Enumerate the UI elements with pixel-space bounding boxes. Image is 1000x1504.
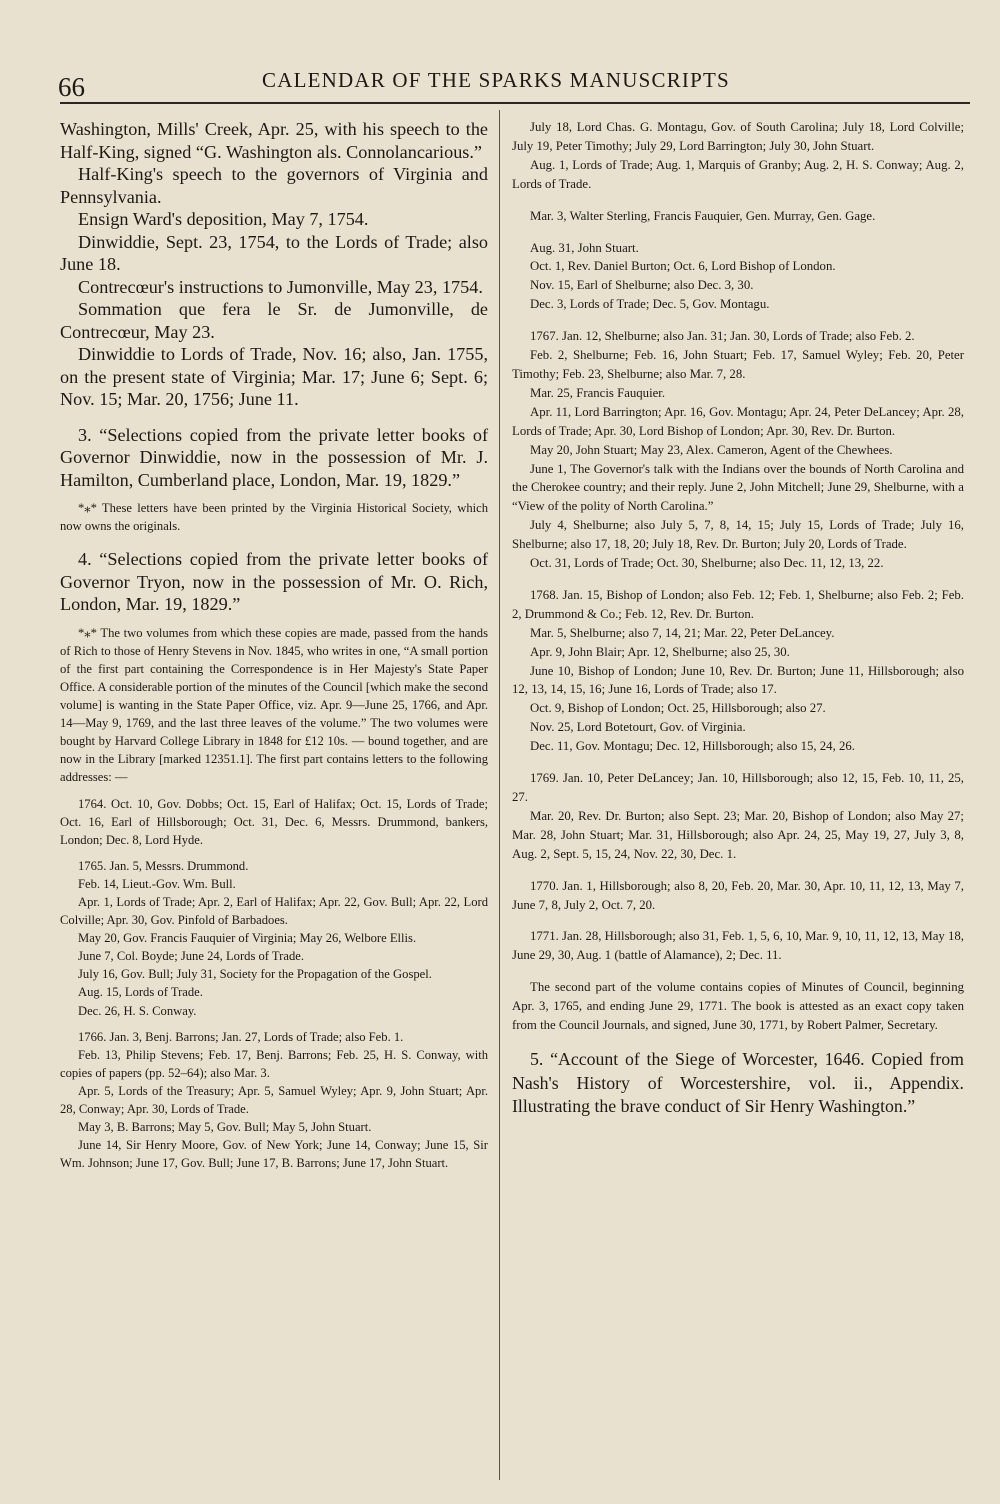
page-header [0, 62, 1000, 106]
paragraph: *⁎* These letters have been printed by the Virginia Historical Society, which now owns the originals. [60, 501, 488, 534]
paragraph: Apr. 1, Lords of Trade; Apr. 2, Earl of Halifax; Apr. 22, Gov. Bull; Apr. 22, Lord Colville; Apr. 30, Gov. Pinfold of Barbadoes. [60, 895, 488, 928]
paragraph: Contrecœur's instructions to Jumonville, May 23, 1754. [78, 276, 483, 297]
paragraph: 1767. Jan. 12, Shelburne; also Jan. 31; Jan. 30, Lords of Trade; also Feb. 2. [530, 329, 915, 344]
paragraph: 1764. Oct. 10, Gov. Dobbs; Oct. 15, Earl of Halifax; Oct. 15, Lords of Trade; Oct. 16, Earl of Hillsborough; Oct. 31, Dec. 6, Messrs. Drummond, bankers, London; Dec. 8, Lord Hyde. [60, 796, 488, 847]
paragraph: 1769. Jan. 10, Peter DeLancey; Jan. 10, Hillsborough; also 12, 15, Feb. 10, 11, 25, 27. [512, 771, 964, 804]
paragraph: Feb. 2, Shelburne; Feb. 16, John Stuart; Feb. 17, Samuel Wyley; Feb. 20, Peter Timothy; Feb. 23, Shelburne; also Mar. 7, 28. [512, 348, 964, 381]
left-column [60, 118, 488, 1172]
paragraph: The second part of the volume contains copies of Minutes of Council, beginning Apr. 3, 1765, and ending June 29, 1771. The book is attested as an exact copy taken from the Council Journals, and signed, June 30, 1771, by Robert Palmer, Secretary. [512, 980, 964, 1033]
paragraph: 1771. Jan. 28, Hillsborough; also 31, Feb. 1, 5, 6, 10, Mar. 9, 10, 11, 12, 13, May 18, June 29, 30, Aug. 1 (battle of Alamance), 2; Dec. 11. [512, 929, 964, 963]
paragraph: July 18, Lord Chas. G. Montagu, Gov. of South Carolina; July 18, Lord Colville; July 19, Peter Timothy; July 29, Lord Barrington; July 30, John Stuart. [512, 120, 964, 153]
paragraph: 1768. Jan. 15, Bishop of London; also Feb. 12; Feb. 1, Shelburne; also Feb. 2; Feb. 2, Drummond & Co.; Feb. 12, Rev. Dr. Burton. [512, 587, 964, 621]
paragraph: Feb. 14, Lieut.-Gov. Wm. Bull. [78, 876, 236, 891]
paragraph: Feb. 13, Philip Stevens; Feb. 17, Benj. Barrons; Feb. 25, H. S. Conway, with copies of papers (pp. 52–64); also Mar. 3. [60, 1047, 488, 1080]
paragraph: Mar. 5, Shelburne; also 7, 14, 21; Mar. 22, Peter DeLancey. [530, 625, 835, 640]
paragraph: Nov. 15, Earl of Shelburne; also Dec. 3, 30. [530, 278, 754, 293]
paragraph: Oct. 1, Rev. Daniel Burton; Oct. 6, Lord Bishop of London. [530, 259, 836, 274]
running-title: CALENDAR OF THE SPARKS MANUSCRIPTS [262, 68, 730, 92]
paragraph: Aug. 1, Lords of Trade; Aug. 1, Marquis of Granby; Aug. 2, H. S. Conway; Aug. 2, Lords of Trade. [512, 157, 964, 191]
paragraph: Dec. 3, Lords of Trade; Dec. 5, Gov. Montagu. [530, 297, 770, 312]
page-number: 66 [58, 72, 85, 102]
right-column [512, 118, 964, 1119]
paragraph: Mar. 20, Rev. Dr. Burton; also Sept. 23; Mar. 20, Bishop of London; also May 27; Mar. 28, John Stuart; Mar. 31, Hillsborough; also Apr. 24, 25, May 19, 27, July 3, 8, Aug. 2, Sept. 5, 15, 24, Nov. 22, 30, Dec. 1. [512, 808, 964, 861]
paragraph: May 20, John Stuart; May 23, Alex. Cameron, Agent of the Chewhees. [530, 442, 893, 457]
paragraph: Apr. 5, Lords of the Treasury; Apr. 5, Samuel Wyley; Apr. 9, John Stuart; Apr. 28, Conway; Apr. 30, Lords of Trade. [60, 1083, 488, 1117]
paragraph: Mar. 3, Walter Sterling, Francis Fauquier, Gen. Murray, Gen. Gage. [530, 208, 876, 223]
paragraph: Ensign Ward's deposition, May 7, 1754. [78, 209, 369, 229]
paragraph: May 20, Gov. Francis Fauquier of Virginia; May 26, Welbore Ellis. [78, 931, 417, 946]
header-rule [60, 102, 970, 104]
paragraph: Sommation que fera le Sr. de Jumonville, de Contrecœur, May 23. [60, 299, 488, 342]
paragraph: *⁎* The two volumes from which these copies are made, passed from the hands of Rich to those of Henry Stevens in Nov. 1845, who writes in one, “A small portion of the first part containing the Correspondence is in Her Majesty's State Paper Office. A considerable portion of the minutes of the Council [which make the second volume] is wanting in the State Paper Office, viz. Apr. 9—June 25, 1766, and Apr. 14—May 9, 1769, and the last three leaves of the volume.” The two volumes were bought by Harvard College Library in 1848 for £12 10s. — bound together, and are now in the Library [marked 12351.1]. The first part contains letters to the following addresses: — [60, 625, 488, 785]
paragraph: Apr. 9, John Blair; Apr. 12, Shelburne; also 25, 30. [530, 644, 790, 659]
column-divider [499, 110, 500, 1480]
paragraph: Dec. 11, Gov. Montagu; Dec. 12, Hillsborough; also 15, 24, 26. [530, 739, 855, 754]
paragraph: June 14, Sir Henry Moore, Gov. of New York; June 14, Conway; June 15, Sir Wm. Johnson; June 17, Gov. Bull; June 17, B. Barrons; June 17, John Stuart. [60, 1138, 488, 1171]
paragraph: Aug. 15, Lords of Trade. [78, 985, 203, 1000]
paragraph: Nov. 25, Lord Botetourt, Gov. of Virginia. [530, 720, 746, 735]
paragraph: Dinwiddie to Lords of Trade, Nov. 16; also, Jan. 1755, on the present state of Virginia; Mar. 17; June 6; Sept. 6; Nov. 15; Mar. 20, 1756; June 11. [60, 344, 488, 409]
paragraph: July 16, Gov. Bull; July 31, Society for the Propagation of the Gospel. [78, 967, 432, 982]
paragraph: Apr. 11, Lord Barrington; Apr. 16, Gov. Montagu; Apr. 24, Peter DeLancey; Apr. 28, Lords of Trade; Apr. 30, Lord Bishop of London; Apr. 30, Rev. Dr. Burton. [512, 404, 964, 438]
paragraph: 4. “Selections copied from the private letter books of Governor Tryon, now in the possession of Mr. O. Rich, London, Mar. 19, 1829.” [60, 549, 488, 615]
paragraph: 1770. Jan. 1, Hillsborough; also 8, 20, Feb. 20, Mar. 30, Apr. 10, 11, 12, 13, May 7, June 7, 8, July 2, Oct. 7, 20. [512, 878, 964, 912]
paragraph: Washington, Mills' Creek, Apr. 25, with his speech to the Half-King, signed “G. Washington als. Connolancarious.” [60, 119, 488, 162]
paragraph: 5. “Account of the Siege of Worcester, 1646. Copied from Nash's History of Worcestershire, vol. ii., Appendix. Illustrating the brave conduct of Sir Henry Washington.” [512, 1048, 964, 1117]
paragraph: Mar. 25, Francis Fauquier. [530, 385, 666, 400]
paragraph: Half-King's speech to the governors of Virginia and Pennsylvania. [60, 164, 488, 207]
paragraph: Dinwiddie, Sept. 23, 1754, to the Lords of Trade; also June 18. [60, 231, 488, 274]
paragraph: Aug. 31, John Stuart. [530, 240, 639, 255]
paragraph: May 3, B. Barrons; May 5, Gov. Bull; May 5, John Stuart. [78, 1120, 372, 1135]
paragraph: Dec. 26, H. S. Conway. [78, 1003, 197, 1018]
paragraph: 3. “Selections copied from the private letter books of Governor Dinwiddie, now in the possession of Mr. J. Hamilton, Cumberland place, London, Mar. 19, 1829.” [60, 424, 488, 490]
paragraph: June 1, The Governor's talk with the Indians over the bounds of North Carolina and the Cherokee country; and their reply. June 2, John Mitchell; June 29, Shelburne, with a “View of the polity of North Carolina.” [512, 461, 964, 514]
paragraph: June 10, Bishop of London; June 10, Rev. Dr. Burton; June 11, Hillsborough; also 12, 13, 14, 15, 16; June 16, Lords of Trade; also 17. [512, 663, 964, 697]
paragraph: June 7, Col. Boyde; June 24, Lords of Trade. [78, 949, 304, 964]
paragraph: July 4, Shelburne; also July 5, 7, 8, 14, 15; July 15, Lords of Trade; July 16, Shelburne; also 17, 18, 20; July 18, Rev. Dr. Burton; July 20, Lords of Trade. [512, 518, 964, 552]
paragraph: Oct. 9, Bishop of London; Oct. 25, Hillsborough; also 27. [530, 701, 826, 716]
paragraph: Oct. 31, Lords of Trade; Oct. 30, Shelburne; also Dec. 11, 12, 13, 22. [530, 556, 884, 571]
paragraph: 1765. Jan. 5, Messrs. Drummond. [78, 858, 249, 873]
paragraph: 1766. Jan. 3, Benj. Barrons; Jan. 27, Lords of Trade; also Feb. 1. [78, 1029, 404, 1044]
